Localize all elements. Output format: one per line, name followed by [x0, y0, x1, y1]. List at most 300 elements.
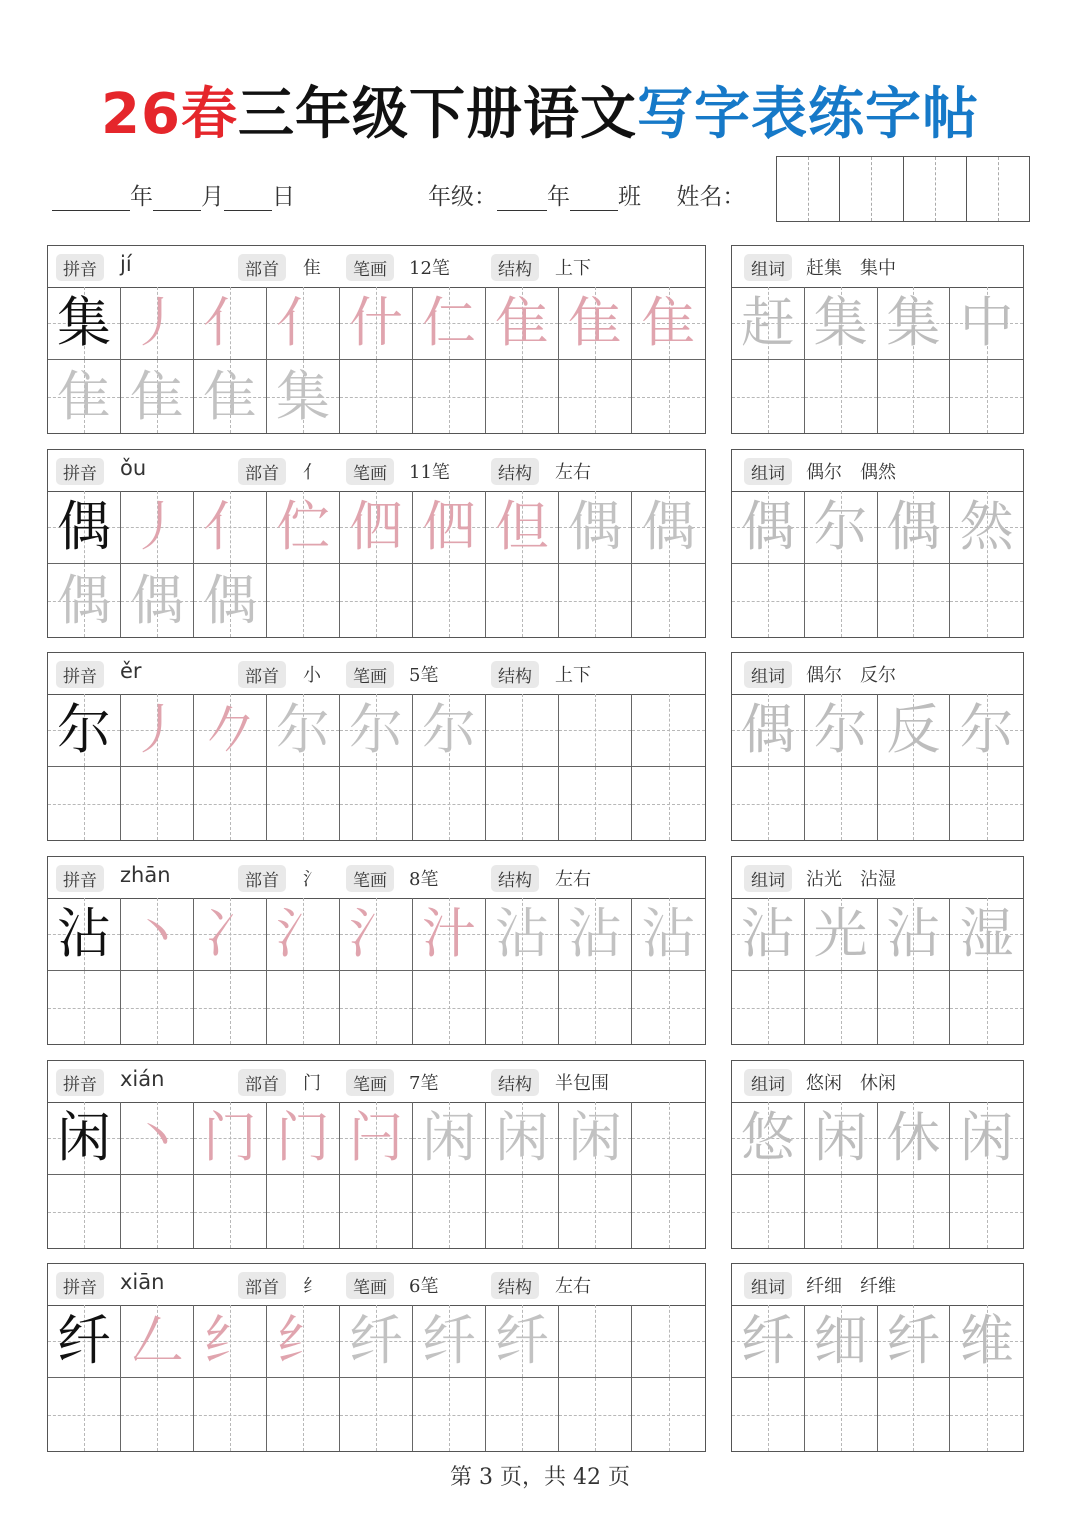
pinyin-value: jí: [120, 252, 132, 276]
word-block-3: [731, 652, 1024, 841]
word-trace-character: 尔: [813, 495, 868, 558]
words-value: 偶尔 偶然: [806, 462, 896, 483]
year-label: 年: [130, 184, 153, 210]
page-number: 第 3 页，共 42 页: [450, 1465, 630, 1490]
writing-cell[interactable]: [559, 1305, 632, 1378]
stroke-order-character: 丿: [130, 698, 184, 761]
word-trace-character: 细: [813, 1309, 868, 1372]
char-info-header: [48, 857, 705, 899]
writing-cell[interactable]: [559, 971, 632, 1044]
writing-cell[interactable]: [340, 360, 413, 433]
writing-cell[interactable]: [413, 767, 486, 840]
practice-block-2: [47, 449, 706, 638]
strokes-value: 7笔: [409, 1073, 439, 1094]
grade-blank[interactable]: [497, 188, 547, 211]
writing-cell[interactable]: [413, 564, 486, 637]
writing-cell[interactable]: [48, 491, 121, 564]
strokes-value: 11笔: [409, 462, 450, 483]
stroke-order-character: 什: [349, 291, 403, 354]
writing-cell[interactable]: [48, 1102, 121, 1175]
word-block-1: [731, 245, 1024, 434]
words-value: 纤细 纤维: [806, 1276, 896, 1297]
word-cell[interactable]: [732, 694, 805, 767]
writing-cell[interactable]: [267, 767, 340, 840]
writing-cell[interactable]: [486, 564, 559, 637]
writing-cell[interactable]: [486, 971, 559, 1044]
writing-cell[interactable]: [267, 1175, 340, 1248]
word-cell[interactable]: [805, 898, 878, 971]
radical-tag: 部首: [238, 458, 286, 485]
writing-cell[interactable]: [559, 694, 632, 767]
writing-cell[interactable]: [340, 1175, 413, 1248]
words-tag: 组词: [744, 1069, 792, 1096]
stroke-order-character: 𠃋: [130, 1309, 184, 1372]
page-title: [0, 70, 1080, 150]
strokes-value: 6笔: [409, 1276, 439, 1297]
writing-cell[interactable]: [267, 971, 340, 1044]
word-cell[interactable]: [732, 360, 805, 433]
pinyin-tag: 拼音: [56, 661, 104, 688]
writing-cell[interactable]: [267, 564, 340, 637]
word-trace-character: 偶: [740, 698, 795, 761]
stroke-order-character: 沾: [495, 902, 549, 965]
writing-cell[interactable]: [194, 491, 267, 564]
writing-cell[interactable]: [340, 564, 413, 637]
title-subject: 三年级下册语文: [237, 82, 637, 147]
stroke-order-character: 氵: [276, 902, 330, 965]
word-cell[interactable]: [878, 491, 951, 564]
radical-tag: 部首: [238, 1272, 286, 1299]
writing-cell[interactable]: [486, 694, 559, 767]
words-value: 悠闲 休闲: [806, 1073, 896, 1094]
writing-cell[interactable]: [632, 1175, 705, 1248]
writing-cell[interactable]: [340, 971, 413, 1044]
word-trace-character: 沾: [886, 902, 941, 965]
writing-cell[interactable]: [194, 767, 267, 840]
writing-cell[interactable]: [48, 971, 121, 1044]
writing-cell[interactable]: [340, 1102, 413, 1175]
word-trace-character: 集: [886, 291, 941, 354]
stroke-order-character: 沾: [568, 902, 622, 965]
writing-cell[interactable]: [48, 564, 121, 637]
writing-cell[interactable]: [267, 491, 340, 564]
practice-block-4: [47, 856, 706, 1045]
word-cell[interactable]: [805, 1102, 878, 1175]
stroke-order-character: 隹: [57, 364, 111, 428]
writing-cell[interactable]: [486, 898, 559, 971]
word-cell[interactable]: [732, 898, 805, 971]
writing-cell[interactable]: [486, 491, 559, 564]
writing-cell[interactable]: [121, 1102, 194, 1175]
writing-cell[interactable]: [559, 898, 632, 971]
word-cell[interactable]: [950, 694, 1023, 767]
writing-cell[interactable]: [413, 1175, 486, 1248]
word-cell[interactable]: [878, 694, 951, 767]
model-character: 纤: [57, 1309, 111, 1372]
word-cell[interactable]: [878, 1305, 951, 1378]
word-cell[interactable]: [878, 767, 951, 840]
words-tag: 组词: [744, 661, 792, 688]
radical-value: 氵: [303, 869, 321, 890]
word-cell[interactable]: [878, 971, 951, 1044]
word-cell[interactable]: [732, 1175, 805, 1248]
word-cell[interactable]: [732, 767, 805, 840]
writing-cell[interactable]: [121, 1378, 194, 1451]
word-cell[interactable]: [878, 360, 951, 433]
writing-cell[interactable]: [194, 694, 267, 767]
writing-cell[interactable]: [121, 491, 194, 564]
writing-cell[interactable]: [340, 898, 413, 971]
writing-cell[interactable]: [486, 1102, 559, 1175]
pinyin-value: ěr: [120, 659, 142, 683]
writing-cell[interactable]: [267, 1378, 340, 1451]
word-cell[interactable]: [950, 1378, 1023, 1451]
stroke-order-character: 隹: [641, 291, 696, 354]
word-trace-character: 尔: [959, 698, 1014, 761]
word-cell[interactable]: [805, 564, 878, 637]
stroke-order-character: 丶: [130, 902, 184, 965]
char-info-header: [48, 450, 705, 492]
stroke-order-character: 伫: [276, 495, 330, 558]
writing-cell[interactable]: [194, 360, 267, 433]
stroke-order-character: 门: [203, 1106, 257, 1169]
word-cell[interactable]: [950, 1305, 1023, 1378]
writing-cell[interactable]: [486, 1305, 559, 1378]
word-cell[interactable]: [732, 491, 805, 564]
writing-cell[interactable]: [413, 360, 486, 433]
radical-tag: 部首: [238, 661, 286, 688]
word-cell[interactable]: [732, 564, 805, 637]
stroke-order-character: 尔: [349, 698, 403, 761]
word-block-6: [731, 1263, 1024, 1452]
word-trace-character: 休: [886, 1106, 941, 1169]
writing-cell[interactable]: [194, 1305, 267, 1378]
word-trace-character: 纤: [886, 1309, 941, 1372]
strokes-tag: 笔画: [346, 254, 394, 281]
structure-value: 左右: [555, 462, 591, 483]
writing-cell[interactable]: [194, 898, 267, 971]
writing-cell[interactable]: [267, 1305, 340, 1378]
writing-cell[interactable]: [121, 971, 194, 1044]
writing-cell[interactable]: [48, 360, 121, 433]
word-trace-character: 然: [959, 495, 1014, 558]
stroke-order-character: 氵: [349, 902, 403, 965]
strokes-tag: 笔画: [346, 458, 394, 485]
model-character: 尔: [57, 698, 111, 761]
strokes-value: 12笔: [409, 258, 450, 279]
grade-year-label: 年: [547, 184, 570, 210]
word-cell[interactable]: [950, 767, 1023, 840]
stroke-order-character: 𠂊: [203, 698, 257, 761]
writing-cell[interactable]: [413, 1102, 486, 1175]
word-trace-character: 赶: [740, 291, 795, 354]
day-label: 日: [272, 184, 295, 210]
writing-cell[interactable]: [194, 564, 267, 637]
practice-block-5: [47, 1060, 706, 1249]
words-tag: 组词: [744, 865, 792, 892]
structure-tag: 结构: [491, 661, 539, 688]
word-cell[interactable]: [878, 1102, 951, 1175]
class-line: [428, 178, 745, 211]
word-cell[interactable]: [805, 767, 878, 840]
pinyin-value: ǒu: [120, 456, 147, 480]
word-trace-character: 沾: [740, 902, 795, 965]
stroke-order-character: 隹: [203, 364, 257, 428]
stroke-order-character: 丿: [130, 495, 184, 558]
writing-cell[interactable]: [48, 694, 121, 767]
model-character: 集: [57, 291, 111, 354]
pinyin-value: xián: [120, 1067, 165, 1091]
writing-cell[interactable]: [559, 360, 632, 433]
writing-cell[interactable]: [486, 360, 559, 433]
writing-cell[interactable]: [559, 564, 632, 637]
writing-cell[interactable]: [340, 1378, 413, 1451]
writing-cell[interactable]: [413, 287, 486, 360]
writing-cell[interactable]: [486, 287, 559, 360]
strokes-tag: 笔画: [346, 661, 394, 688]
word-block-5: [731, 1060, 1024, 1249]
word-cell[interactable]: [950, 1175, 1023, 1248]
word-trace-character: 反: [886, 698, 941, 761]
writing-cell[interactable]: [48, 1175, 121, 1248]
word-header: [732, 1061, 1023, 1103]
word-cell[interactable]: [950, 360, 1023, 433]
writing-cell[interactable]: [267, 1102, 340, 1175]
word-cell[interactable]: [878, 1378, 951, 1451]
writing-cell[interactable]: [194, 1378, 267, 1451]
word-cell[interactable]: [805, 360, 878, 433]
word-header: [732, 857, 1023, 899]
writing-cell[interactable]: [121, 287, 194, 360]
pinyin-value: xiān: [120, 1270, 165, 1294]
grade-label: 年级：: [428, 184, 497, 210]
writing-cell[interactable]: [559, 287, 632, 360]
writing-cell[interactable]: [48, 1378, 121, 1451]
word-trace-character: 闲: [959, 1106, 1014, 1169]
writing-cell[interactable]: [121, 1175, 194, 1248]
writing-cell[interactable]: [486, 767, 559, 840]
stroke-order-character: 伵: [349, 495, 403, 558]
stroke-order-character: 汁: [422, 902, 476, 965]
word-block-2: [731, 449, 1024, 638]
word-cell[interactable]: [805, 694, 878, 767]
stroke-order-character: 隹: [495, 291, 549, 354]
stroke-order-character: 纟: [203, 1309, 257, 1372]
writing-cell[interactable]: [48, 898, 121, 971]
stroke-order-character: 闩: [349, 1106, 403, 1169]
word-cell[interactable]: [732, 287, 805, 360]
word-cell[interactable]: [732, 971, 805, 1044]
words-value: 赶集 集中: [806, 258, 896, 279]
writing-cell[interactable]: [121, 898, 194, 971]
year-blank[interactable]: [52, 188, 130, 211]
word-cell[interactable]: [805, 1378, 878, 1451]
word-cell[interactable]: [805, 1175, 878, 1248]
stroke-order-character: 闲: [495, 1106, 549, 1169]
word-cell[interactable]: [805, 287, 878, 360]
stroke-order-character: 冫: [203, 902, 257, 965]
stroke-order-character: 丿: [130, 291, 184, 354]
words-tag: 组词: [744, 254, 792, 281]
word-cell[interactable]: [805, 491, 878, 564]
char-info-header: [48, 1061, 705, 1103]
word-cell[interactable]: [878, 898, 951, 971]
stroke-order-character: 仁: [422, 291, 476, 354]
writing-cell[interactable]: [559, 1102, 632, 1175]
writing-cell[interactable]: [340, 491, 413, 564]
writing-cell[interactable]: [194, 971, 267, 1044]
writing-cell[interactable]: [413, 694, 486, 767]
writing-cell[interactable]: [413, 1378, 486, 1451]
structure-value: 左右: [555, 1276, 591, 1297]
writing-cell[interactable]: [632, 491, 705, 564]
pinyin-tag: 拼音: [56, 1272, 104, 1299]
writing-cell[interactable]: [121, 1305, 194, 1378]
stroke-order-character: 偶: [641, 495, 696, 558]
word-cell[interactable]: [732, 1378, 805, 1451]
radical-tag: 部首: [238, 865, 286, 892]
word-header: [732, 246, 1023, 288]
words-value: 沾光 沾湿: [806, 869, 896, 890]
word-header: [732, 653, 1023, 695]
structure-value: 左右: [555, 869, 591, 890]
word-cell[interactable]: [950, 898, 1023, 971]
writing-cell[interactable]: [48, 767, 121, 840]
structure-tag: 结构: [491, 254, 539, 281]
writing-cell[interactable]: [632, 971, 705, 1044]
day-blank[interactable]: [224, 188, 272, 211]
class-blank[interactable]: [570, 188, 618, 211]
stroke-order-character: 亻: [203, 291, 257, 354]
writing-cell[interactable]: [413, 491, 486, 564]
practice-block-3: [47, 652, 706, 841]
practice-block-6: [47, 1263, 706, 1452]
radical-value: 亻: [303, 462, 321, 483]
writing-cell[interactable]: [267, 694, 340, 767]
word-trace-character: 光: [813, 902, 868, 965]
radical-value: 小: [303, 665, 321, 686]
word-cell[interactable]: [732, 1305, 805, 1378]
date-line: [52, 178, 295, 211]
pinyin-tag: 拼音: [56, 1069, 104, 1096]
writing-cell[interactable]: [559, 1175, 632, 1248]
word-trace-character: 维: [959, 1309, 1014, 1372]
word-cell[interactable]: [950, 287, 1023, 360]
writing-cell[interactable]: [267, 287, 340, 360]
month-blank[interactable]: [153, 188, 201, 211]
model-character: 偶: [57, 495, 111, 558]
stroke-order-character: 但: [495, 495, 549, 558]
stroke-order-character: 门: [276, 1106, 330, 1169]
stroke-order-character: 集: [276, 364, 330, 428]
writing-cell[interactable]: [632, 898, 705, 971]
word-cell[interactable]: [950, 971, 1023, 1044]
char-info-header: [48, 246, 705, 288]
writing-cell[interactable]: [632, 767, 705, 840]
writing-cell[interactable]: [340, 694, 413, 767]
stroke-order-character: 隹: [568, 291, 622, 354]
word-trace-character: 尔: [813, 698, 868, 761]
writing-cell[interactable]: [340, 767, 413, 840]
writing-cell[interactable]: [121, 360, 194, 433]
word-cell[interactable]: [878, 287, 951, 360]
word-trace-character: 集: [813, 291, 868, 354]
writing-cell[interactable]: [48, 1305, 121, 1378]
stroke-order-character: 偶: [130, 568, 184, 632]
char-info-header: [48, 653, 705, 695]
writing-cell[interactable]: [340, 1305, 413, 1378]
writing-cell[interactable]: [413, 898, 486, 971]
writing-cell[interactable]: [559, 491, 632, 564]
writing-cell[interactable]: [413, 1305, 486, 1378]
writing-cell[interactable]: [267, 898, 340, 971]
writing-cell[interactable]: [121, 767, 194, 840]
title-type: 写字表练字帖: [636, 82, 979, 147]
writing-cell[interactable]: [194, 1102, 267, 1175]
writing-cell[interactable]: [194, 287, 267, 360]
writing-cell[interactable]: [486, 1175, 559, 1248]
writing-cell[interactable]: [632, 1102, 705, 1175]
writing-cell[interactable]: [48, 287, 121, 360]
stroke-order-character: 尔: [276, 698, 330, 761]
radical-value: 门: [303, 1073, 321, 1094]
writing-cell[interactable]: [632, 287, 705, 360]
word-block-4: [731, 856, 1024, 1045]
word-cell[interactable]: [950, 491, 1023, 564]
radical-tag: 部首: [238, 254, 286, 281]
name-label: 姓名：: [676, 184, 746, 210]
word-cell[interactable]: [950, 564, 1023, 637]
writing-cell[interactable]: [559, 1378, 632, 1451]
writing-cell[interactable]: [486, 1378, 559, 1451]
writing-cell[interactable]: [413, 971, 486, 1044]
writing-cell[interactable]: [340, 287, 413, 360]
word-cell[interactable]: [950, 1102, 1023, 1175]
word-cell[interactable]: [805, 971, 878, 1044]
word-cell[interactable]: [878, 564, 951, 637]
structure-value: 上下: [555, 258, 591, 279]
writing-cell[interactable]: [632, 564, 705, 637]
writing-cell[interactable]: [632, 1305, 705, 1378]
writing-cell[interactable]: [632, 1378, 705, 1451]
stroke-order-character: 亻: [276, 291, 330, 354]
name-box[interactable]: [776, 156, 1030, 222]
word-header: [732, 1264, 1023, 1306]
writing-cell[interactable]: [267, 360, 340, 433]
writing-cell[interactable]: [194, 1175, 267, 1248]
word-cell[interactable]: [878, 1175, 951, 1248]
word-trace-character: 悠: [740, 1106, 795, 1169]
structure-value: 上下: [555, 665, 591, 686]
structure-value: 半包围: [555, 1073, 609, 1094]
stroke-order-character: 纤: [495, 1309, 549, 1372]
stroke-order-character: 偶: [568, 495, 622, 558]
stroke-order-character: 丶: [130, 1106, 184, 1169]
pinyin-tag: 拼音: [56, 865, 104, 892]
writing-cell[interactable]: [632, 694, 705, 767]
writing-cell[interactable]: [559, 767, 632, 840]
structure-tag: 结构: [491, 1069, 539, 1096]
writing-cell[interactable]: [121, 564, 194, 637]
writing-cell[interactable]: [632, 360, 705, 433]
writing-cell[interactable]: [121, 694, 194, 767]
word-cell[interactable]: [732, 1102, 805, 1175]
word-cell[interactable]: [805, 1305, 878, 1378]
structure-tag: 结构: [491, 1272, 539, 1299]
stroke-order-character: 尔: [422, 698, 476, 761]
word-trace-character: 偶: [740, 495, 795, 558]
strokes-value: 8笔: [409, 869, 439, 890]
